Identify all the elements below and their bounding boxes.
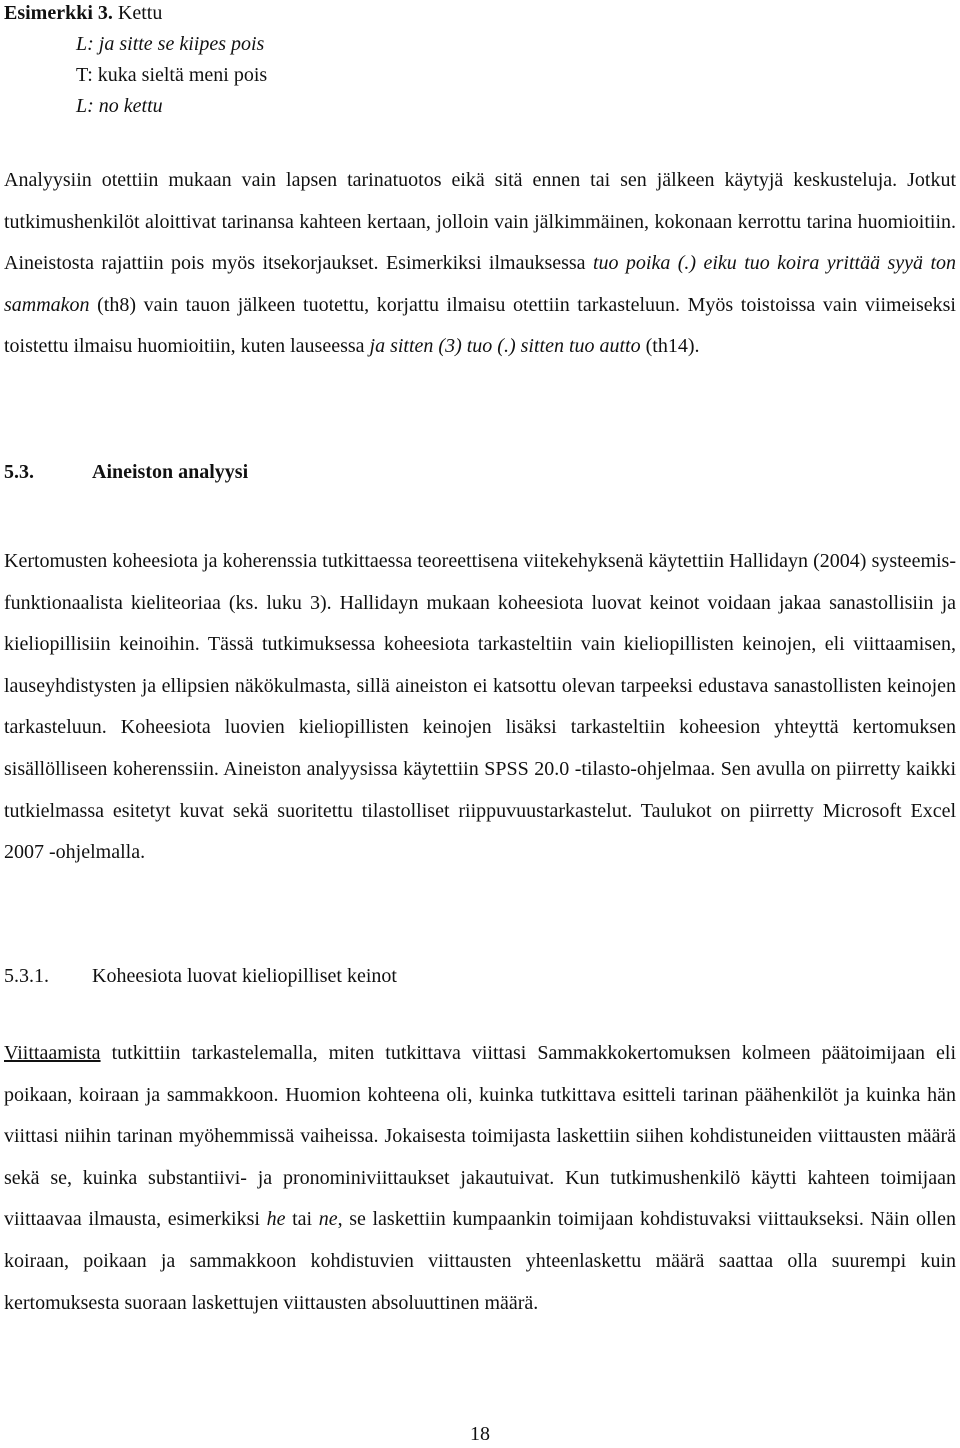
example-speaker: L: xyxy=(76,95,94,117)
example-line xyxy=(4,91,956,122)
paragraph-analysis-method xyxy=(4,541,956,874)
example-word: he xyxy=(266,1208,286,1231)
example-title: Kettu xyxy=(117,2,163,24)
underlined-term: Viittaamista xyxy=(4,1042,101,1064)
example-utterance: no kettu xyxy=(98,95,163,117)
example-heading xyxy=(4,0,956,29)
section-title: Koheesiota luovat kieliopilliset keinot xyxy=(92,965,397,987)
section-heading-5-3 xyxy=(4,457,956,487)
paragraph-text: tai xyxy=(285,1208,319,1231)
example-word: ne xyxy=(318,1208,338,1231)
paragraph-text: Kertomusten koheesiota ja koherenssia tutkittaessa teoreettisena viitekehyksenä käytettiin Hallidayn (2004) systeemis-funktionaalista kieliteoriaa (ks. luku 3). Hallidayn mukaan koheesiota luovat keinot voidaan jakaa sanastollisiin ja kieliopillisiin keinoihin. Tässä tutkimuksessa koheesiota tarkasteltiin vain kieliopillisten keinojen, eli viittaamisen, lauseyhdistysten ja ellipsien näkökulmasta, sillä aineiston ei katsottu olevan tarpeeksi edustava sanastollisten keinojen tarkasteluun. Koheesiota luovien kieliopillisten keinojen lisäksi tarkasteltiin koheesion yhteyttä kertomuksen sisällölliseen koherenssiin. Aineiston analyysissa käytettiin SPSS 20.0 -tilasto-ohjelmaa. Sen avulla on piirretty kaikki tutkielmassa esitetyt kuvat sekä suoritettu tilastolliset riippuvuustarkastelut. Taulukot on piirretty Microsoft Excel 2007 -ohjelmalla. xyxy=(4,550,956,864)
example-line xyxy=(4,29,956,60)
paragraph-text: tutkittiin tarkastelemalla, miten tutkittava viittasi Sammakkokertomuksen kolmeen päätoimijaan eli poikaan, koiraan ja sammakkoon. Huomion kohteena oli, kuinka tutkittava esitteli tarinan päähenkilöt ja kuinka hän viittasi niihin tarinan myöhemmissä vaiheissa. Jokaisesta toimijasta laskettiin siihen kohdistuneiden viittausten määrä sekä se, kuinka substantiivi- ja pronominiviittaukset jakautuivat. Kun tutkimushenkilö käytti kahteen toimijaan viittaavaa ilmausta, esimerkiksi xyxy=(4,1042,956,1231)
example-quote: tuo poika (.) eiku tuo koira yrittää syyä ton sammakon xyxy=(4,252,956,316)
section-heading-5-3-1 xyxy=(4,961,956,991)
paragraph-reference xyxy=(4,1033,956,1324)
example-block xyxy=(4,0,956,122)
example-line xyxy=(4,60,956,91)
example-utterance: ja sitte se kiipes pois xyxy=(98,33,265,55)
example-speaker: T: xyxy=(76,64,93,86)
paragraph-text: , se laskettiin kumpaankin toimijaan kohdistuvaksi viittaukseksi. Näin ollen koiraan, poikaan ja sammakkoon kohdistuvien viittausten yhteenlaskettu määrä saattaa olla suurempi kuin kertomuksesta suoraan laskettujen viittausten absoluuttinen määrä. xyxy=(4,1208,956,1314)
example-quote: ja sitten (3) tuo (.) sitten tuo autto xyxy=(369,335,641,358)
paragraph-text: (th14). xyxy=(640,335,700,358)
section-title: Aineiston analyysi xyxy=(92,461,249,483)
page-number: 18 xyxy=(470,1423,490,1445)
section-number: 5.3.1. xyxy=(4,965,49,987)
paragraph-analysis-scope xyxy=(4,160,956,368)
example-utterance: kuka sieltä meni pois xyxy=(97,64,268,86)
section-number: 5.3. xyxy=(4,461,34,483)
paragraph-text: (th8) vain tauon jälkeen tuotettu, korjattu ilmaisu otettiin tarkasteluun. Myös toistoissa vain viimeiseksi toistettu ilmaisu huomioitiin, kuten lauseessa xyxy=(4,293,956,358)
example-label: Esimerkki 3. xyxy=(4,2,113,24)
example-speaker: L: xyxy=(76,33,94,55)
paragraph-text: Analyysiin otettiin mukaan vain lapsen tarinatuotos eikä sitä ennen tai sen jälkeen käytyjä keskusteluja. Jotkut tutkimushenkilöt aloittivat tarinansa kahteen kertaan, jolloin vain jälkimmäinen, kokonaan kerrottu tarina huomioitiin. Aineistosta rajattiin pois myös itsekorjaukset. Esimerkiksi ilmauksessa xyxy=(4,169,956,275)
